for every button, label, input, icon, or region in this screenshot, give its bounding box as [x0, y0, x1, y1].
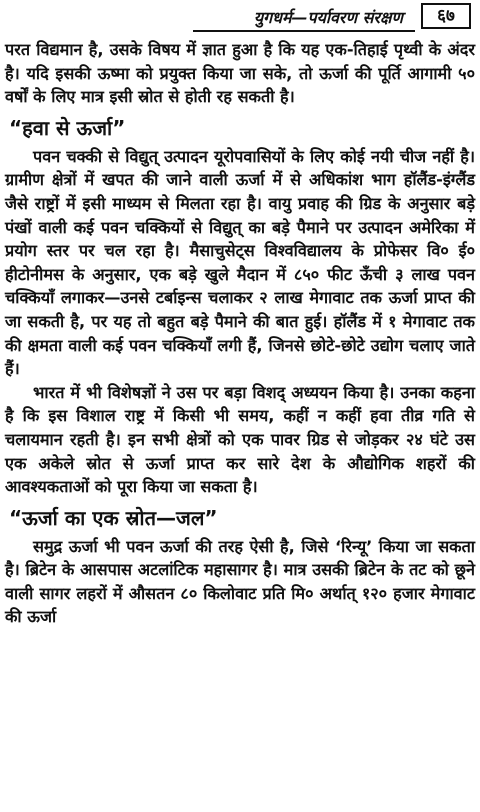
paragraph-1: परत विद्यमान है, उसके विषय में ज्ञात हुआ है कि यह एक-तिहाई पृथ्वी के अंदर है। यदि इसकी ऊष्मा को प्रयुक्त किया जा सके, तो ऊर्जा की पूर्ति आगामी ५० वर्षों के लिए मात्र इसी स्रोत से होती रह सकती है।: [5, 40, 475, 107]
paragraph-2: पवन चक्की से विद्युत् उत्पादन यूरोपवासियों के लिए कोई नयी चीज नहीं है। ग्रामीण क्षेत्रों में खपत की जाने वाली ऊर्जा में से अधिकांश भाग हॉलैंड-इंग्लैंड जैसे राष्ट्रों में इसी माध्यम से मिलता रहा है। वायु प्रवाह की ग्रिड के अनुसार बड़े पंखों वाली कई पवन चक्कियों से विद्युत् का बड़े पैमाने पर उत्पादन अमेरिका में प्रयोग स्तर पर चल रहा है। मैसाचुसेट्स विश्वविद्यालय के प्रोफेसर वि० ई० हीटोनीमस के अनुसार, एक बड़े खुले मैदान में ८५० फीट ऊँची ३ लाख पवन चक्कियाँ लगाकर—उनसे टर्बाइन्स चलाकर २ लाख मेगावाट तक ऊर्जा प्राप्त की जा सकती है, पर यह तो बहुत बड़े पैमाने की बात हुई। हॉलैंड में १ मेगावाट तक की क्षमता वाली कई पवन चक्कियाँ लगी हैं, जिनसे छोटे-छोटे उद्योग चलाए जाते हैं।: [5, 146, 475, 379]
paragraph-3: भारत में भी विशेषज्ञों ने उस पर बड़ा विशद् अध्ययन किया है। उनका कहना है कि इस विशाल राष्ट्र में किसी भी समय, कहीं न कहीं हवा तीव्र गति से चलायमान रहती है। इन सभी क्षेत्रों को एक पावर ग्रिड से जोड़कर २४ घंटे उस एक अकेले स्रोत से ऊर्जा प्राप्त कर सारे देश के औद्योगिक शहरों की आवश्यकताओं को पूरा किया जा सकता है।: [5, 382, 475, 497]
heading-wind-energy: “हवा से ऊर्जा”: [9, 115, 126, 140]
paragraph-4: समुद्र ऊर्जा भी पवन ऊर्जा की तरह ऐसी है, जिसे ‘रिन्यू’ किया जा सकता है। ब्रिटेन के आसपास अटलांटिक महासागर है। मात्र उसकी ब्रिटेन के तट को छूने वाली सागर लहरों में औसतन ८० किलोवाट प्रति मि० अर्थात् १२० हजार मेगावाट की ऊर्जा: [5, 536, 475, 627]
running-header: [5, 0, 475, 34]
header-rule: [193, 30, 415, 32]
heading-water-energy: “ऊर्जा का एक स्रोत—जल”: [9, 505, 218, 530]
page-body: [5, 38, 475, 629]
page-number: ६७: [421, 3, 471, 29]
running-title: युगधर्म—पर्यावरण संरक्षण: [253, 8, 403, 27]
